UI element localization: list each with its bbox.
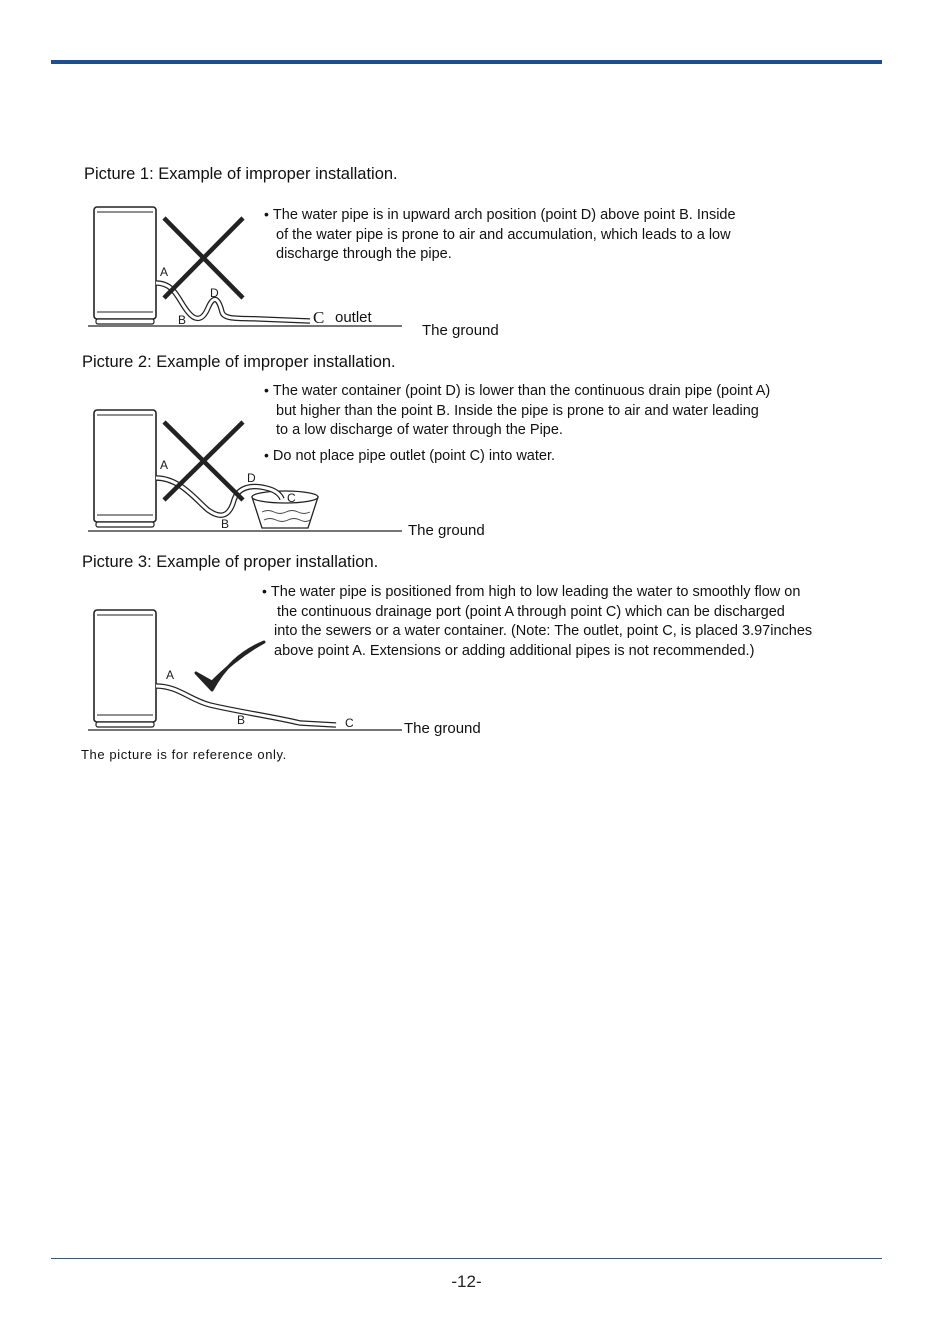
reference-footnote: The picture is for reference only. xyxy=(81,747,287,762)
section-1-bullet xyxy=(264,205,736,265)
section-2-heading: Picture 2: Example of improper installation. xyxy=(82,353,396,371)
point-label-a: A xyxy=(160,458,169,472)
point-label-c: C xyxy=(313,308,325,327)
section-3-bullet xyxy=(262,582,812,661)
point-label-d: D xyxy=(247,471,256,485)
bullet-line: the continuous drainage port (point A through point C) which can be discharged xyxy=(277,603,785,620)
ground-label: The ground xyxy=(404,720,481,737)
dehumidifier-tank xyxy=(94,207,156,324)
section-2-bullet-2: • Do not place pipe outlet (point C) into water. xyxy=(264,446,555,467)
section-1-heading: Picture 1: Example of improper installation. xyxy=(84,165,398,183)
bottom-rule xyxy=(51,1258,882,1259)
point-label-b: B xyxy=(221,517,230,531)
dehumidifier-tank xyxy=(94,410,156,527)
bullet-line: discharge through the pipe. xyxy=(276,246,452,262)
bullet-line: to a low discharge of water through the Pipe. xyxy=(276,422,563,438)
section-2-bullet xyxy=(264,381,770,441)
bullet-line: • The water pipe is in upward arch position (point D) above point B. Inside xyxy=(264,205,736,226)
ground-label: The ground xyxy=(422,322,499,339)
water-basin-rim xyxy=(252,491,318,503)
point-label-b: B xyxy=(237,713,246,727)
point-label-d: D xyxy=(210,286,219,300)
bullet-line: of the water pipe is prone to air and accumulation, which leads to a low xyxy=(276,226,731,243)
drain-pipe xyxy=(156,686,336,725)
bullet-line: but higher than the point B. Inside the pipe is prone to air and water leading xyxy=(276,402,759,419)
section-3-heading: Picture 3: Example of proper installation. xyxy=(82,553,379,571)
dehumidifier-tank xyxy=(94,610,156,727)
bullet-line: • The water pipe is positioned from high to low leading the water to smoothly flow on xyxy=(262,582,812,603)
bullet-line: • The water container (point D) is lower than the continuous drain pipe (point A) xyxy=(264,381,770,402)
point-label-b: B xyxy=(178,313,187,327)
point-label-a: A xyxy=(166,668,175,682)
check-icon xyxy=(196,642,264,690)
page-number: -12- xyxy=(451,1272,482,1291)
ground-label: The ground xyxy=(408,522,485,539)
point-label-a: A xyxy=(160,265,169,279)
point-label-c: C xyxy=(345,716,354,730)
bullet-line: into the sewers or a water container. (Note: The outlet, point C, is placed 3.97inches xyxy=(274,623,813,639)
point-label-c: C xyxy=(287,491,296,505)
outlet-label: outlet xyxy=(335,309,372,326)
bullet-line: above point A. Extensions or adding additional pipes is not recommended.) xyxy=(274,642,755,659)
